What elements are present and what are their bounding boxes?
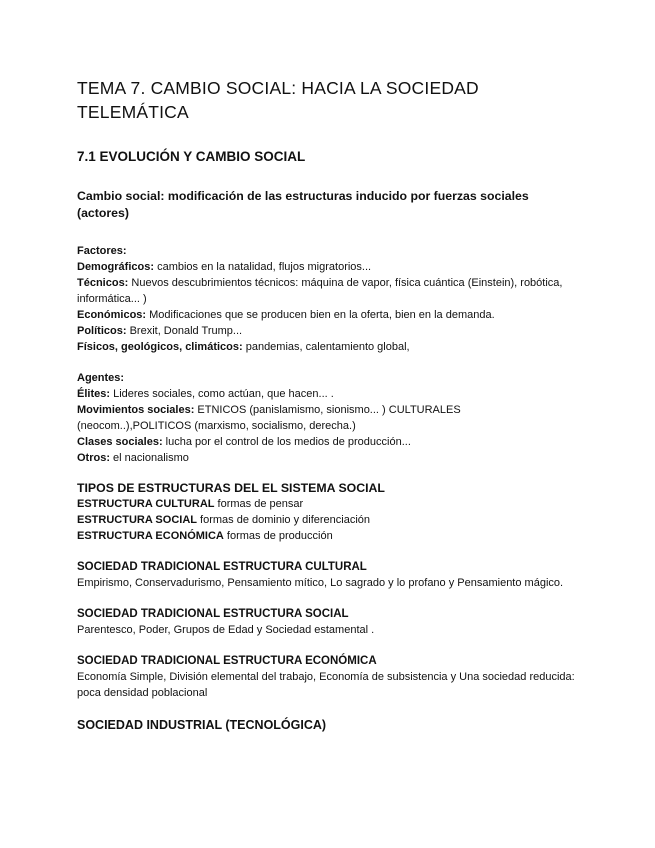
- agente-term: Movimientos sociales:: [77, 404, 195, 416]
- factor-text: cambios en la natalidad, flujos migratorios...: [154, 261, 372, 273]
- estructura-item: [77, 496, 577, 512]
- factor-item: [77, 339, 577, 355]
- trad-social-block: [77, 606, 577, 638]
- factor-term: Económicos:: [77, 309, 147, 321]
- estructura-term: ESTRUCTURA SOCIAL: [77, 514, 197, 526]
- document-title: TEMA 7. CAMBIO SOCIAL: HACIA LA SOCIEDAD TELEMÁTICA: [77, 78, 479, 122]
- agente-term: Otros:: [77, 452, 110, 464]
- factor-term: Técnicos:: [77, 277, 129, 289]
- factores-block: [77, 243, 577, 355]
- factor-term: Demográficos:: [77, 261, 155, 273]
- agente-item: [77, 386, 577, 402]
- trad-cultural-text: Empirismo, Conservadurismo, Pensamiento mítico, Lo sagrado y lo profano y Pensamiento mágico.: [77, 577, 564, 589]
- agente-text: ETNICOS (panislamismo, sionismo... ) CULTURALES (neocom..),POLITICOS (marxismo, socialismo, derecha.): [77, 404, 461, 432]
- agente-item: [77, 402, 577, 434]
- estructura-term: ESTRUCTURA ECONÓMICA: [77, 530, 224, 542]
- document-content: [77, 76, 577, 734]
- factor-item: [77, 323, 577, 339]
- lead-definition: Cambio social: modificación de las estructuras inducido por fuerzas sociales (actores): [77, 189, 529, 220]
- tipos-heading: TIPOS DE ESTRUCTURAS DEL EL SISTEMA SOCIAL: [77, 481, 385, 495]
- factor-text: pandemias, calentamiento global,: [242, 341, 410, 353]
- agente-text: el nacionalismo: [110, 452, 189, 464]
- estructura-text: formas de producción: [223, 530, 333, 542]
- factor-text: Nuevos descubrimientos técnicos: máquina de vapor, física cuántica (Einstein), robótica, informática... ): [77, 277, 563, 305]
- factor-term: Políticos:: [77, 325, 127, 337]
- factor-text: Modificaciones que se producen bien en la oferta, bien en la demanda.: [146, 309, 495, 321]
- trad-economica-heading: SOCIEDAD TRADICIONAL ESTRUCTURA ECONÓMICA: [77, 655, 377, 667]
- trad-economica-block: [77, 653, 577, 701]
- agentes-label: Agentes:: [77, 372, 125, 384]
- factor-item: [77, 307, 577, 323]
- trad-social-heading: SOCIEDAD TRADICIONAL ESTRUCTURA SOCIAL: [77, 608, 349, 620]
- estructura-item: [77, 528, 577, 544]
- factores-label: Factores:: [77, 245, 127, 257]
- factor-item: [77, 275, 577, 307]
- trad-social-text: Parentesco, Poder, Grupos de Edad y Sociedad estamental .: [77, 624, 375, 636]
- estructura-text: formas de pensar: [214, 498, 304, 510]
- factor-text: Brexit, Donald Trump...: [126, 325, 243, 337]
- trad-economica-text: Economía Simple, División elemental del trabajo, Economía de subsistencia y Una sociedad reducida: poca densidad poblacional: [77, 671, 575, 699]
- estructura-item: [77, 512, 577, 528]
- agente-item: [77, 434, 577, 450]
- factor-term: Físicos, geológicos, climáticos:: [77, 341, 243, 353]
- tipos-block: [77, 480, 577, 544]
- agente-text: lucha por el control de los medios de producción...: [162, 436, 411, 448]
- section-heading: 7.1 EVOLUCIÓN Y CAMBIO SOCIAL: [77, 149, 306, 164]
- trad-cultural-heading: SOCIEDAD TRADICIONAL ESTRUCTURA CULTURAL: [77, 561, 367, 573]
- agentes-block: [77, 370, 577, 466]
- agente-text: Lideres sociales, como actúan, que hacen... .: [110, 388, 334, 400]
- agente-term: Clases sociales:: [77, 436, 163, 448]
- agente-item: [77, 450, 577, 466]
- trad-cultural-block: [77, 559, 577, 591]
- estructura-text: formas de dominio y diferenciación: [196, 514, 371, 526]
- factor-item: [77, 259, 577, 275]
- agente-term: Élites:: [77, 388, 111, 400]
- estructura-term: ESTRUCTURA CULTURAL: [77, 498, 215, 510]
- industrial-heading: SOCIEDAD INDUSTRIAL (TECNOLÓGICA): [77, 718, 327, 732]
